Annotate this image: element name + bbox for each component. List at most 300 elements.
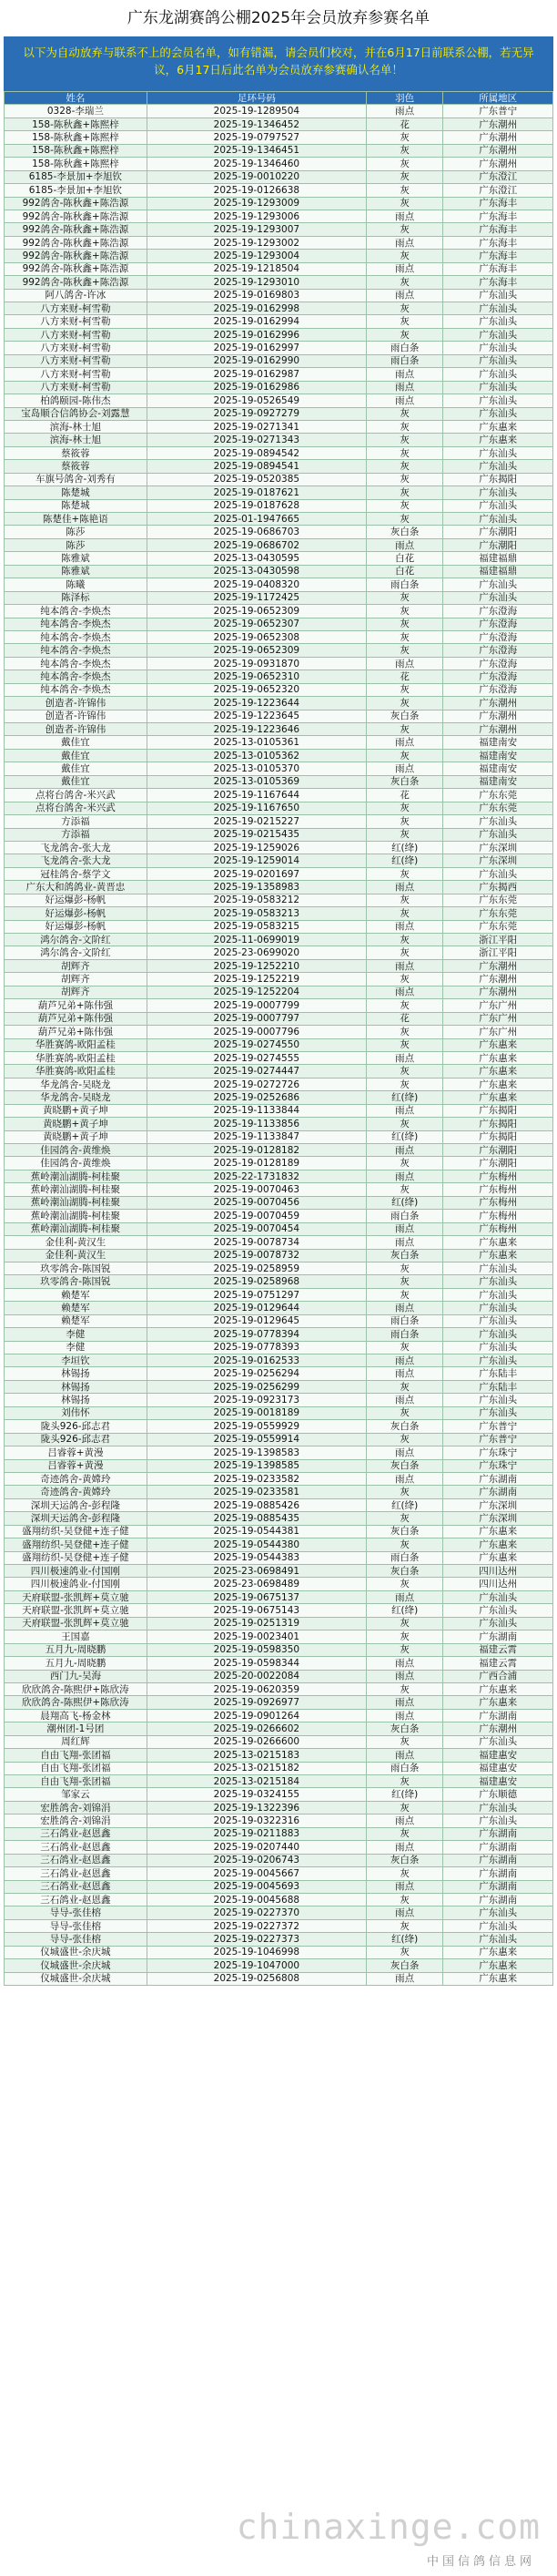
cell-ring-number: 2025-19-0652308 bbox=[147, 630, 366, 643]
cell-ring-number: 2025-19-0652309 bbox=[147, 605, 366, 618]
cell-feather-color: 白花 bbox=[366, 565, 442, 578]
cell-ring-number: 2025-19-1046998 bbox=[147, 1946, 366, 1958]
cell-name: 陈曦 bbox=[5, 578, 147, 591]
cell-ring-number: 2025-19-0206743 bbox=[147, 1854, 366, 1866]
table-row bbox=[5, 1249, 553, 1262]
cell-name: 992鸽舍-陈秋鑫+陈浩源 bbox=[5, 262, 147, 275]
table-row bbox=[5, 934, 553, 946]
cell-name: 陇头926-邱志君 bbox=[5, 1420, 147, 1433]
cell-region: 广东湖南 bbox=[443, 1854, 553, 1866]
cell-region: 广东澄江 bbox=[443, 184, 553, 197]
cell-ring-number: 2025-19-0274447 bbox=[147, 1065, 366, 1078]
table-row bbox=[5, 959, 553, 972]
site-name: 中国信鸽信息网 bbox=[426, 2555, 535, 2569]
cell-feather-color: 雨点 bbox=[366, 1472, 442, 1485]
cell-feather-color: 灰 bbox=[366, 723, 442, 736]
cell-ring-number: 2025-19-0162990 bbox=[147, 354, 366, 367]
table-row bbox=[5, 630, 553, 643]
table-row bbox=[5, 762, 553, 775]
cell-name: 陈楚城 bbox=[5, 499, 147, 512]
cell-ring-number: 2025-19-0620359 bbox=[147, 1682, 366, 1695]
cell-name: 宝岛顺合信鸽协会-刘露慧 bbox=[5, 407, 147, 420]
cell-region: 广东惠来 bbox=[443, 1038, 553, 1051]
cell-name: 欣欣鸽舍-陈熙伊+陈欣涛 bbox=[5, 1682, 147, 1695]
cell-ring-number: 2025-13-0105369 bbox=[147, 775, 366, 788]
cell-name: 盛翔纺织-吴登健+连子健 bbox=[5, 1525, 147, 1538]
cell-region: 广东湖南 bbox=[443, 1827, 553, 1840]
cell-feather-color: 灰 bbox=[366, 1893, 442, 1906]
cell-region: 福建南安 bbox=[443, 762, 553, 775]
cell-ring-number: 2025-19-0215227 bbox=[147, 815, 366, 828]
table-row bbox=[5, 920, 553, 933]
cell-name: 6185-李景加+李旭钦 bbox=[5, 184, 147, 197]
cell-ring-number: 2025-19-0274555 bbox=[147, 1051, 366, 1064]
cell-region: 广东汕头 bbox=[443, 1604, 553, 1617]
cell-feather-color: 灰 bbox=[366, 170, 442, 183]
cell-region: 广东普宁 bbox=[443, 1433, 553, 1446]
cell-region: 广东梅州 bbox=[443, 1183, 553, 1196]
cell-name: 纯本鸽舍-李焕杰 bbox=[5, 657, 147, 670]
table-row bbox=[5, 1196, 553, 1209]
cell-name: 八方来财-柯雪勒 bbox=[5, 302, 147, 315]
cell-region: 广东揭阳 bbox=[443, 1130, 553, 1143]
cell-feather-color: 灰 bbox=[366, 328, 442, 341]
cell-feather-color: 灰 bbox=[366, 1735, 442, 1748]
table-row bbox=[5, 1657, 553, 1670]
cell-region: 广东惠来 bbox=[443, 1091, 553, 1104]
cell-name: 仪城盛世-余庆城 bbox=[5, 1972, 147, 1985]
column-header-feather-color: 羽色 bbox=[366, 92, 442, 105]
cell-name: 158-陈秋鑫+陈熙梓 bbox=[5, 131, 147, 144]
cell-feather-color: 灰 bbox=[366, 434, 442, 446]
cell-name: 仪城盛世-余庆城 bbox=[5, 1959, 147, 1972]
cell-name: 992鸽舍-陈秋鑫+陈浩源 bbox=[5, 276, 147, 289]
table-row bbox=[5, 1643, 553, 1656]
cell-feather-color: 灰白条 bbox=[366, 1420, 442, 1433]
column-header-region: 所属地区 bbox=[443, 92, 553, 105]
cell-feather-color: 雨点 bbox=[366, 657, 442, 670]
cell-name: 广东大和鸽鸽业-黄晋忠 bbox=[5, 881, 147, 894]
cell-region: 广东深圳 bbox=[443, 1498, 553, 1511]
cell-region: 广东潮州 bbox=[443, 697, 553, 710]
table-header-row bbox=[5, 92, 553, 105]
cell-ring-number: 2025-19-0751297 bbox=[147, 1288, 366, 1301]
table-row bbox=[5, 446, 553, 459]
cell-region: 广东惠来 bbox=[443, 1972, 553, 1985]
cell-region: 广东东莞 bbox=[443, 894, 553, 906]
cell-name: 纯本鸽舍-李焕杰 bbox=[5, 605, 147, 618]
cell-feather-color: 灰 bbox=[366, 302, 442, 315]
cell-name: 0328-李瑞兰 bbox=[5, 105, 147, 118]
cell-name: 华胜赛鸽-欧阳孟桂 bbox=[5, 1065, 147, 1078]
cell-name: 992鸽舍-陈秋鑫+陈浩源 bbox=[5, 223, 147, 236]
table-row bbox=[5, 1551, 553, 1564]
cell-feather-color: 灰 bbox=[366, 1026, 442, 1038]
cell-region: 广东海丰 bbox=[443, 276, 553, 289]
cell-feather-color: 灰 bbox=[366, 1682, 442, 1695]
table-row bbox=[5, 1302, 553, 1314]
cell-feather-color: 灰白条 bbox=[366, 710, 442, 722]
cell-ring-number: 2025-19-0652320 bbox=[147, 683, 366, 696]
table-row bbox=[5, 170, 553, 183]
cell-feather-color: 灰白条 bbox=[366, 1565, 442, 1578]
table-row bbox=[5, 1354, 553, 1367]
cell-feather-color: 雨点 bbox=[366, 762, 442, 775]
cell-ring-number: 2025-19-1293007 bbox=[147, 223, 366, 236]
cell-region: 广东潮州 bbox=[443, 144, 553, 157]
cell-ring-number: 2025-19-0078732 bbox=[147, 1249, 366, 1262]
cell-region: 广东汕头 bbox=[443, 1801, 553, 1814]
cell-region: 福建云霄 bbox=[443, 1643, 553, 1656]
cell-name: 吕睿蓉+黄漫 bbox=[5, 1446, 147, 1459]
cell-feather-color: 灰 bbox=[366, 473, 442, 486]
table-row bbox=[5, 513, 553, 526]
column-header-name: 姓名 bbox=[5, 92, 147, 105]
cell-ring-number: 2025-19-0162996 bbox=[147, 328, 366, 341]
cell-ring-number: 2025-19-0652310 bbox=[147, 670, 366, 683]
cell-feather-color: 雨点 bbox=[366, 1170, 442, 1182]
cell-region: 福建云霄 bbox=[443, 1657, 553, 1670]
table-row bbox=[5, 460, 553, 473]
cell-ring-number: 2025-19-0598350 bbox=[147, 1643, 366, 1656]
cell-feather-color: 雨点 bbox=[366, 1144, 442, 1157]
cell-feather-color: 灰白条 bbox=[366, 1959, 442, 1972]
table-row bbox=[5, 1775, 553, 1788]
cell-ring-number: 2025-19-0324155 bbox=[147, 1788, 366, 1801]
cell-name: 创造者-许锦伟 bbox=[5, 710, 147, 722]
cell-region: 广东汕头 bbox=[443, 394, 553, 407]
cell-ring-number: 2025-19-0258968 bbox=[147, 1275, 366, 1288]
cell-feather-color: 灰 bbox=[366, 144, 442, 157]
cell-name: 欣欣鸽舍-陈熙伊+陈欣涛 bbox=[5, 1696, 147, 1709]
notice-banner: 以下为自动放弃与联系不上的会员名单，如有错漏，请会员们校对，并在6月17日前联系公棚，若无异议，6月17日后此名单为会员放弃参赛确认名单！ bbox=[4, 36, 553, 91]
cell-feather-color: 雨点 bbox=[366, 1446, 442, 1459]
cell-name: 冠桂鸽舍-蔡学文 bbox=[5, 867, 147, 880]
table-row bbox=[5, 1735, 553, 1748]
cell-name: 992鸽舍-陈秋鑫+陈浩源 bbox=[5, 197, 147, 210]
cell-ring-number: 2025-19-1259014 bbox=[147, 854, 366, 867]
table-row bbox=[5, 118, 553, 130]
cell-ring-number: 2025-19-1047000 bbox=[147, 1959, 366, 1972]
cell-feather-color: 灰 bbox=[366, 158, 442, 170]
cell-name: 纯本鸽舍-李焕杰 bbox=[5, 644, 147, 657]
cell-region: 广东汕头 bbox=[443, 1275, 553, 1288]
cell-region: 广东惠来 bbox=[443, 420, 553, 433]
cell-feather-color: 灰 bbox=[366, 1275, 442, 1288]
cell-region: 广东陆丰 bbox=[443, 1367, 553, 1380]
cell-name: 992鸽舍-陈秋鑫+陈浩源 bbox=[5, 236, 147, 249]
cell-feather-color: 灰 bbox=[366, 1262, 442, 1274]
cell-feather-color: 雨点 bbox=[366, 1104, 442, 1117]
cell-feather-color: 雨点 bbox=[366, 1302, 442, 1314]
cell-name: 李垣钦 bbox=[5, 1354, 147, 1367]
cell-feather-color: 灰 bbox=[366, 1341, 442, 1354]
cell-ring-number: 2025-22-1731832 bbox=[147, 1170, 366, 1182]
cell-name: 黄晓鹏+黄子坤 bbox=[5, 1104, 147, 1117]
cell-region: 广东汕头 bbox=[443, 446, 553, 459]
cell-ring-number: 2025-19-0187628 bbox=[147, 499, 366, 512]
cell-name: 车旗号鸽舍-刘秀有 bbox=[5, 473, 147, 486]
cell-region: 广东普宁 bbox=[443, 105, 553, 118]
table-row bbox=[5, 1919, 553, 1932]
cell-name: 戴佳宜 bbox=[5, 736, 147, 749]
cell-region: 广东汕头 bbox=[443, 1590, 553, 1603]
cell-name: 蕉岭潮汕湖腾-柯桂聚 bbox=[5, 1170, 147, 1182]
cell-region: 广东惠来 bbox=[443, 1538, 553, 1551]
cell-ring-number: 2025-19-0544380 bbox=[147, 1538, 366, 1551]
cell-ring-number: 2025-19-1293004 bbox=[147, 250, 366, 262]
cell-ring-number: 2025-19-0520385 bbox=[147, 473, 366, 486]
table-row bbox=[5, 486, 553, 499]
table-row bbox=[5, 1906, 553, 1919]
cell-ring-number: 2025-19-0256299 bbox=[147, 1380, 366, 1393]
cell-region: 广东汕头 bbox=[443, 368, 553, 381]
cell-feather-color: 灰 bbox=[366, 1118, 442, 1130]
cell-feather-color: 灰 bbox=[366, 1919, 442, 1932]
cell-region: 广东汕头 bbox=[443, 828, 553, 841]
cell-feather-color: 红(绛) bbox=[366, 1604, 442, 1617]
table-row bbox=[5, 578, 553, 591]
cell-region: 广东汕头 bbox=[443, 513, 553, 526]
cell-ring-number: 2025-19-0266600 bbox=[147, 1735, 366, 1748]
cell-ring-number: 2025-13-0215182 bbox=[147, 1762, 366, 1774]
cell-ring-number: 2025-19-0129645 bbox=[147, 1314, 366, 1327]
table-row bbox=[5, 1446, 553, 1459]
cell-region: 广东汕头 bbox=[443, 1919, 553, 1932]
table-row bbox=[5, 1433, 553, 1446]
cell-region: 广东澄海 bbox=[443, 618, 553, 630]
cell-ring-number: 2025-13-0215183 bbox=[147, 1749, 366, 1762]
cell-ring-number: 2025-19-0266602 bbox=[147, 1722, 366, 1735]
cell-feather-color: 雨白条 bbox=[366, 1210, 442, 1222]
cell-region: 广东海丰 bbox=[443, 223, 553, 236]
table-row bbox=[5, 552, 553, 565]
cell-feather-color: 雨点 bbox=[366, 1972, 442, 1985]
cell-name: 方添福 bbox=[5, 815, 147, 828]
cell-name: 胡辉齐 bbox=[5, 959, 147, 972]
table-row bbox=[5, 1682, 553, 1695]
table-row bbox=[5, 1578, 553, 1590]
cell-name: 宏胜鸽舍-刘锦涓 bbox=[5, 1814, 147, 1827]
cell-region: 广东惠来 bbox=[443, 1696, 553, 1709]
cell-name: 玖零鸽舍-陈国锐 bbox=[5, 1262, 147, 1274]
cell-feather-color: 雨点 bbox=[366, 1709, 442, 1722]
cell-region: 广东潮州 bbox=[443, 131, 553, 144]
cell-feather-color: 灰白条 bbox=[366, 1722, 442, 1735]
table-row bbox=[5, 236, 553, 249]
table-row bbox=[5, 775, 553, 788]
column-header-ring-number: 足环号码 bbox=[147, 92, 366, 105]
cell-ring-number: 2025-19-0227373 bbox=[147, 1933, 366, 1946]
table-row bbox=[5, 815, 553, 828]
cell-feather-color: 灰 bbox=[366, 1380, 442, 1393]
table-row bbox=[5, 854, 553, 867]
cell-region: 广东揭阳 bbox=[443, 1118, 553, 1130]
cell-ring-number: 2025-19-0162986 bbox=[147, 381, 366, 394]
cell-name: 纯本鸽舍-李焕杰 bbox=[5, 618, 147, 630]
table-row bbox=[5, 1328, 553, 1341]
cell-region: 广东潮阳 bbox=[443, 538, 553, 551]
cell-region: 广东汕头 bbox=[443, 407, 553, 420]
cell-ring-number: 2025-19-1346451 bbox=[147, 144, 366, 157]
cell-region: 广东汕头 bbox=[443, 815, 553, 828]
cell-ring-number: 2025-19-0023401 bbox=[147, 1630, 366, 1643]
cell-region: 广东湖南 bbox=[443, 1472, 553, 1485]
cell-name: 天府联盟-张凯辉+莫立驰 bbox=[5, 1590, 147, 1603]
cell-ring-number: 2025-19-0271341 bbox=[147, 420, 366, 433]
cell-region: 广东澄海 bbox=[443, 683, 553, 696]
cell-ring-number: 2025-19-0233582 bbox=[147, 1472, 366, 1485]
cell-region: 广东汕头 bbox=[443, 1394, 553, 1406]
cell-ring-number: 2025-19-1293002 bbox=[147, 236, 366, 249]
cell-ring-number: 2025-19-0162987 bbox=[147, 368, 366, 381]
table-row bbox=[5, 1459, 553, 1472]
cell-feather-color: 雨白条 bbox=[366, 578, 442, 591]
cell-ring-number: 2025-13-0105361 bbox=[147, 736, 366, 749]
cell-region: 广东东莞 bbox=[443, 920, 553, 933]
cell-name: 三石鸽业-赵恩鑫 bbox=[5, 1827, 147, 1840]
table-row bbox=[5, 1341, 553, 1354]
cell-feather-color: 灰 bbox=[366, 1867, 442, 1880]
cell-ring-number: 2025-19-1289504 bbox=[147, 105, 366, 118]
cell-ring-number: 2025-19-0070463 bbox=[147, 1183, 366, 1196]
cell-name: 刘伟怀 bbox=[5, 1406, 147, 1419]
table-row bbox=[5, 1604, 553, 1617]
cell-name: 华龙鸽舍-吴晓龙 bbox=[5, 1078, 147, 1090]
cell-name: 八方来财-柯雪勒 bbox=[5, 342, 147, 354]
cell-region: 广东广州 bbox=[443, 1012, 553, 1025]
cell-region: 广东澄海 bbox=[443, 670, 553, 683]
cell-name: 华胜赛鸽-欧阳孟桂 bbox=[5, 1051, 147, 1064]
cell-feather-color: 灰 bbox=[366, 973, 442, 986]
cell-feather-color: 灰 bbox=[366, 894, 442, 906]
cell-ring-number: 2025-13-0105370 bbox=[147, 762, 366, 775]
cell-ring-number: 2025-19-1218504 bbox=[147, 262, 366, 275]
cell-feather-color: 雨点 bbox=[366, 1670, 442, 1682]
cell-region: 广东梅州 bbox=[443, 1170, 553, 1182]
table-row bbox=[5, 1367, 553, 1380]
cell-region: 广东潮阳 bbox=[443, 1157, 553, 1170]
table-row bbox=[5, 1762, 553, 1774]
cell-ring-number: 2025-19-0885426 bbox=[147, 1498, 366, 1511]
cell-ring-number: 2025-19-0559929 bbox=[147, 1420, 366, 1433]
table-row bbox=[5, 289, 553, 302]
cell-region: 浙江平阳 bbox=[443, 934, 553, 946]
cell-region: 广东潮州 bbox=[443, 723, 553, 736]
cell-name: 蕉岭潮汕湖腾-柯桂聚 bbox=[5, 1183, 147, 1196]
table-row bbox=[5, 683, 553, 696]
cell-feather-color: 灰 bbox=[366, 460, 442, 473]
cell-name: 陇头926-邱志君 bbox=[5, 1433, 147, 1446]
table-row bbox=[5, 894, 553, 906]
cell-name: 创造者-许锦伟 bbox=[5, 697, 147, 710]
cell-feather-color: 灰 bbox=[366, 1617, 442, 1630]
cell-name: 西门九-吴海 bbox=[5, 1670, 147, 1682]
cell-feather-color: 雨点 bbox=[366, 1880, 442, 1893]
cell-feather-color: 雨点 bbox=[366, 105, 442, 118]
table-row bbox=[5, 1170, 553, 1182]
table-row bbox=[5, 1380, 553, 1393]
cell-region: 广东广州 bbox=[443, 1026, 553, 1038]
cell-ring-number: 2025-19-0045688 bbox=[147, 1893, 366, 1906]
cell-ring-number: 2025-19-1322396 bbox=[147, 1801, 366, 1814]
cell-name: 四川极速鸽业-付国刚 bbox=[5, 1578, 147, 1590]
cell-ring-number: 2025-19-0797527 bbox=[147, 131, 366, 144]
table-row bbox=[5, 1051, 553, 1064]
cell-region: 广东汕头 bbox=[443, 1328, 553, 1341]
cell-region: 广东汕头 bbox=[443, 289, 553, 302]
cell-region: 广东汕头 bbox=[443, 1341, 553, 1354]
cell-ring-number: 2025-19-0162998 bbox=[147, 302, 366, 315]
table-row bbox=[5, 184, 553, 197]
cell-feather-color: 灰 bbox=[366, 1643, 442, 1656]
cell-ring-number: 2025-19-0927279 bbox=[147, 407, 366, 420]
cell-feather-color: 灰 bbox=[366, 1183, 442, 1196]
table-row bbox=[5, 973, 553, 986]
cell-region: 四川达州 bbox=[443, 1565, 553, 1578]
cell-name: 蔡筱蓉 bbox=[5, 446, 147, 459]
table-row bbox=[5, 1525, 553, 1538]
table-row bbox=[5, 1288, 553, 1301]
cell-ring-number: 2025-19-0070454 bbox=[147, 1222, 366, 1235]
table-row bbox=[5, 986, 553, 998]
cell-ring-number: 2025-19-0045693 bbox=[147, 1880, 366, 1893]
cell-ring-number: 2025-19-0070459 bbox=[147, 1210, 366, 1222]
cell-name: 自由飞翔-张团福 bbox=[5, 1749, 147, 1762]
table-row bbox=[5, 1512, 553, 1525]
cell-region: 广东珠宁 bbox=[443, 1446, 553, 1459]
table-row bbox=[5, 1236, 553, 1249]
cell-name: 赖楚军 bbox=[5, 1288, 147, 1301]
table-row bbox=[5, 828, 553, 841]
cell-feather-color: 灰白条 bbox=[366, 1525, 442, 1538]
cell-ring-number: 2025-19-1398583 bbox=[147, 1446, 366, 1459]
cell-region: 广东惠来 bbox=[443, 1682, 553, 1695]
cell-feather-color: 灰 bbox=[366, 591, 442, 604]
cell-name: 八方来财-柯雪勒 bbox=[5, 381, 147, 394]
cell-region: 广东湖南 bbox=[443, 1486, 553, 1498]
cell-feather-color: 灰 bbox=[366, 276, 442, 289]
cell-name: 自由飞翔-张团福 bbox=[5, 1762, 147, 1774]
cell-ring-number: 2025-13-0215184 bbox=[147, 1775, 366, 1788]
cell-name: 158-陈秋鑫+陈熙梓 bbox=[5, 158, 147, 170]
cell-ring-number: 2025-19-0215435 bbox=[147, 828, 366, 841]
cell-region: 福建南安 bbox=[443, 736, 553, 749]
cell-feather-color: 灰 bbox=[366, 1288, 442, 1301]
table-row bbox=[5, 1065, 553, 1078]
cell-feather-color: 雨白条 bbox=[366, 1314, 442, 1327]
table-row bbox=[5, 105, 553, 118]
table-row bbox=[5, 736, 553, 749]
cell-name: 三石鸽业-赵恩鑫 bbox=[5, 1854, 147, 1866]
cell-ring-number: 2025-19-0252686 bbox=[147, 1091, 366, 1104]
table-row bbox=[5, 538, 553, 551]
cell-region: 广东潮州 bbox=[443, 973, 553, 986]
cell-feather-color: 红(绛) bbox=[366, 1196, 442, 1209]
cell-ring-number: 2025-19-0583213 bbox=[147, 907, 366, 920]
cell-feather-color: 灰 bbox=[366, 1486, 442, 1498]
cell-feather-color: 花 bbox=[366, 1012, 442, 1025]
cell-name: 陈泽标 bbox=[5, 591, 147, 604]
cell-ring-number: 2025-19-0227372 bbox=[147, 1919, 366, 1932]
cell-ring-number: 2025-19-1259026 bbox=[147, 841, 366, 854]
cell-feather-color: 灰 bbox=[366, 1433, 442, 1446]
cell-feather-color: 雨白条 bbox=[366, 354, 442, 367]
cell-region: 福建惠安 bbox=[443, 1762, 553, 1774]
cell-region: 广东惠来 bbox=[443, 1078, 553, 1090]
cell-name: 三石鸽业-赵恩鑫 bbox=[5, 1867, 147, 1880]
cell-region: 广东海丰 bbox=[443, 262, 553, 275]
